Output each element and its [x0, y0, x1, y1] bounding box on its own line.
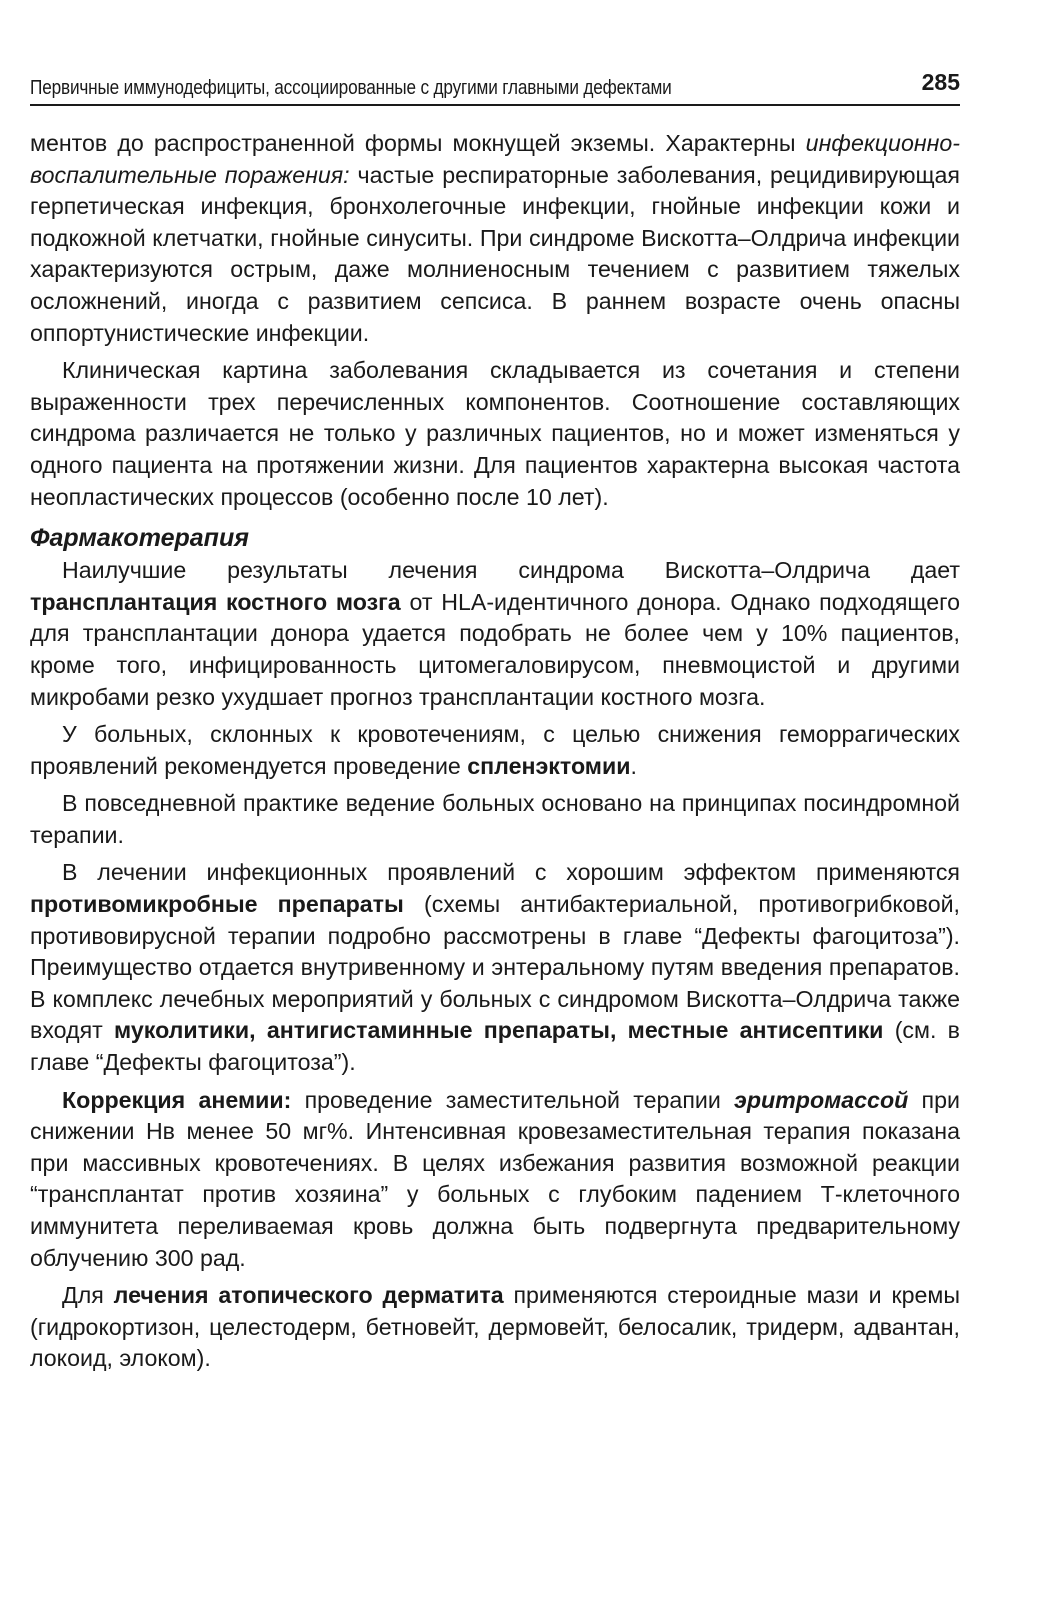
bold-term: трансплантация костного мозга: [30, 588, 401, 615]
running-header: [30, 60, 960, 106]
text-run: .: [630, 752, 637, 779]
bold-term: спленэктомии: [467, 752, 631, 779]
text-run: (см. в главе “Дефекты фагоцитоза”).: [30, 1017, 961, 1076]
paragraph-atopic-dermatitis: [30, 1280, 960, 1375]
bold-term: муколитики, антигистаминные препараты, местные антисептики: [114, 1017, 884, 1044]
bold-italic-term: эритромассой: [734, 1086, 909, 1113]
bold-term: противомикробные препараты: [30, 891, 404, 918]
text-run: В повседневной практике ведение больных основано на принципах посиндромной терапии.: [30, 790, 960, 848]
paragraph-syndromic-therapy: [30, 788, 960, 851]
text-run: ментов до распространенной формы мокнущей экземы. Характерны: [30, 130, 806, 156]
text-run: (схемы антибактериальной, противогрибковой, противовирусной терапии подробно рассмотрены в главе “Дефекты фагоцитоза”). Преимущество отдается внутривенному и энтеральному путям введения препаратов. В комплекс лечебных мероприятий у больных с синдромом Вискотта–Олдрича также входят: [30, 891, 961, 1044]
text-run: Для: [62, 1282, 114, 1309]
text-run: Наилучшие результаты лечения синдрома Вискотта–Олдрича дает: [62, 557, 960, 584]
text-run: частые респираторные заболевания, рецидивирующая герпетическая инфекция, бронхолегочные инфекции, гнойные инфекции кожи и подкожной клетчатки, гнойные синуситы. При синдроме Вискотта–Олдрича инфекции характеризуются острым, даже молниеносным течением с развитием тяжелых осложнений, иногда с развитием сепсиса. В раннем возрасте очень опасны оппортунистические инфекции.: [30, 161, 960, 346]
section-heading-pharmacotherapy: Фармакотерапия: [30, 524, 249, 553]
bold-term: лечения атопического дерматита: [113, 1282, 504, 1309]
paragraph-clinical-picture: [30, 355, 960, 513]
paragraph-infections: [30, 128, 960, 349]
book-page: [30, 60, 960, 1375]
text-run: В лечении инфекционных проявлений с хорошим эффектом применяются: [62, 859, 960, 886]
text-run: применяются стероидные мази и кремы (гидрокортизон, целестодерм, бетновейт, дермовейт, белосалик, тридерм, адвантан, локоид, элоком).: [30, 1282, 960, 1372]
page-number: 285: [921, 69, 960, 95]
text-run: при снижении Нв менее 50 мг%. Интенсивная кровезаместительная терапия показана при массивных кровотечениях. В целях избежания развития возможной реакции “трансплантат против хозяина” у больных с глубоким падением Т-клеточного иммунитета переливаемая кровь должна быть подвергнута предварительному облучению 300 рад.: [30, 1086, 960, 1271]
text-run: Клиническая картина заболевания складывается из сочетания и степени выраженности трех перечисленных компонентов. Соотношение составляющих синдрома различается не только у различных пациентов, но и может изменяться у одного пациента на протяжении жизни. Для пациентов характерна высокая частота неопластических процессов (особенно после 10 лет).: [30, 357, 960, 510]
paragraph-antimicrobials: [30, 857, 960, 1078]
text-run: от HLA-идентичного донора. Однако подходящего для трансплантации донора удается подобрать не более чем у 10% пациентов, кроме того, инфицированность цитомегаловирусом, пневмоцистой и другими микробами резко ухудшает прогноз трансплантации костного мозга.: [30, 588, 960, 710]
paragraph-bone-marrow-transplant: [30, 555, 960, 713]
bold-term: Коррекция анемии:: [62, 1086, 292, 1113]
body-text: [30, 128, 960, 1375]
paragraph-anemia-correction: [30, 1085, 960, 1275]
text-run: проведение заместительной терапии: [291, 1086, 735, 1113]
running-title: Первичные иммунодефициты, ассоциированные с другими главными дефектами: [30, 77, 672, 99]
paragraph-splenectomy: [30, 719, 960, 782]
text-run: У больных, склонных к кровотечениям, с целью снижения геморрагических проявлений рекомендуется проведение: [30, 721, 960, 779]
italic-term: инфекционно-воспалительные поражения:: [30, 130, 960, 188]
